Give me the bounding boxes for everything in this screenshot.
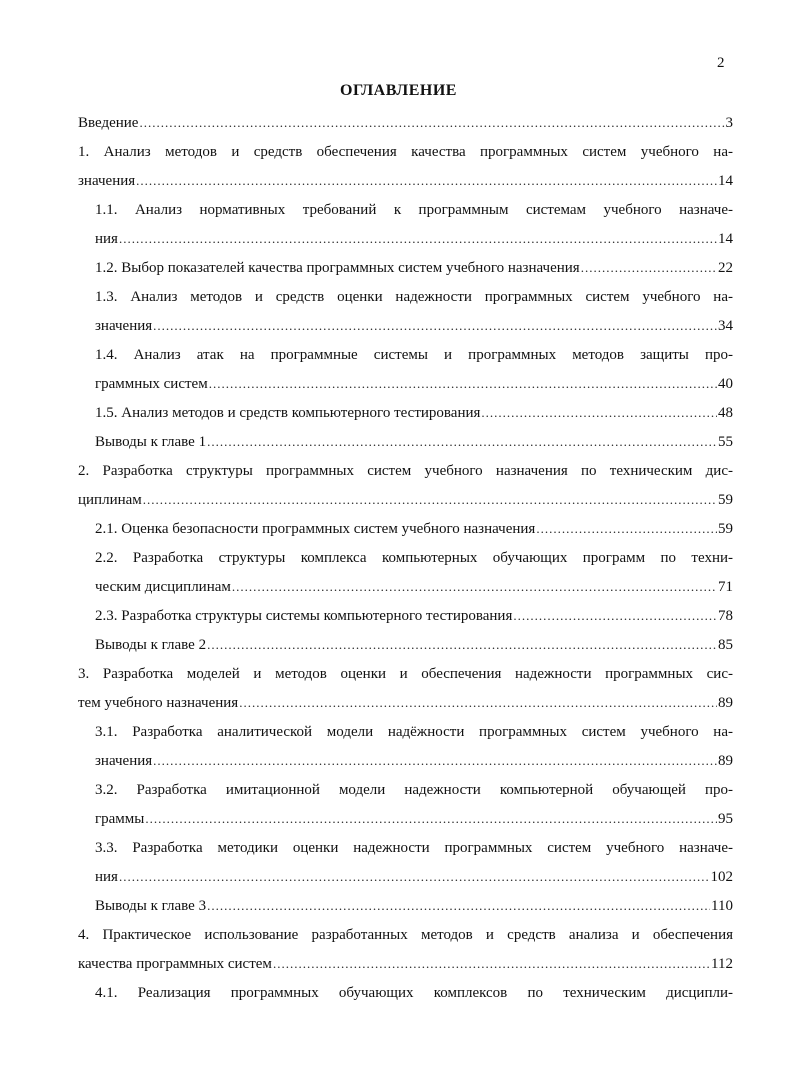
toc-entry-text: значения <box>95 318 153 334</box>
toc-entry: 1. Анализ методов и средств обеспечения качества программных систем учебного на- <box>78 144 733 160</box>
toc-entry: 4. Практическое использование разработанных методов и средств анализа и обеспечения <box>78 927 733 943</box>
dot-leader <box>513 603 717 629</box>
dot-leader <box>581 255 717 281</box>
toc-entry: 1.1. Анализ нормативных требований к программным системам учебного назначе- <box>95 202 733 218</box>
toc-entry-page: 85 <box>718 637 733 653</box>
toc-entry <box>95 313 733 339</box>
toc-entry <box>95 603 733 629</box>
toc-entry <box>95 226 733 252</box>
toc-entry <box>95 516 733 542</box>
dot-leader <box>232 574 717 600</box>
toc-entry <box>78 951 733 977</box>
toc-entry-page: 22 <box>718 260 733 276</box>
toc-entry: 3.2. Разработка имитационной модели надежности компьютерной обучающей про- <box>95 782 733 798</box>
toc-entry-text: 1.5. Анализ методов и средств компьютерного тестирования <box>95 405 481 421</box>
toc-entry <box>95 893 733 919</box>
toc-entry: 1.3. Анализ методов и средств оценки надежности программных систем учебного на- <box>95 289 733 305</box>
toc-entry-page: 14 <box>718 173 733 189</box>
toc-entry <box>78 168 733 194</box>
toc-entry <box>95 574 733 600</box>
toc-entry-page: 89 <box>718 753 733 769</box>
dot-leader <box>143 487 717 513</box>
toc-entry <box>95 632 733 658</box>
toc-entry <box>95 255 733 281</box>
toc-entry-text: ния <box>95 869 118 885</box>
dot-leader <box>536 516 717 542</box>
dot-leader <box>145 806 717 832</box>
toc-entry <box>95 429 733 455</box>
toc-entry-page: 95 <box>718 811 733 827</box>
toc-entry-text: Выводы к главе 3 <box>95 898 207 914</box>
toc-entry-page: 48 <box>718 405 733 421</box>
toc-entry-page: 102 <box>710 869 733 885</box>
dot-leader <box>153 313 717 339</box>
toc-entry-page: 59 <box>718 492 733 508</box>
toc-entry-page: 89 <box>718 695 733 711</box>
dot-leader <box>209 371 717 397</box>
toc-entry <box>78 690 733 716</box>
toc-entry-text: Выводы к главе 2 <box>95 637 207 653</box>
toc-entry-text: граммных систем <box>95 376 208 392</box>
toc-entry: 3.1. Разработка аналитической модели надёжности программных систем учебного на- <box>95 724 733 740</box>
toc-entry-text: ния <box>95 231 118 247</box>
toc-entry-text: Выводы к главе 1 <box>95 434 207 450</box>
toc-entry: 4.1. Реализация программных обучающих комплексов по техническим дисципли- <box>95 985 733 1001</box>
dot-leader <box>239 690 717 716</box>
toc-entry-page: 34 <box>718 318 733 334</box>
toc-entry-text: Введение <box>78 115 139 131</box>
toc-entry-text: ческим дисциплинам <box>95 579 231 595</box>
toc-entry-text: циплинам <box>78 492 142 508</box>
toc-entry: 1.4. Анализ атак на программные системы и программных методов защиты про- <box>95 347 733 363</box>
dot-leader <box>481 400 717 426</box>
toc-entry-text: значения <box>78 173 136 189</box>
toc-entry <box>95 806 733 832</box>
toc-entry: 3. Разработка моделей и методов оценки и обеспечения надежности программных сис- <box>78 666 733 682</box>
page-number: 2 <box>717 55 725 71</box>
toc-entry-text: 1.2. Выбор показателей качества программных систем учебного назначения <box>95 260 580 276</box>
toc-title: ОГЛАВЛЕНИЕ <box>340 82 457 99</box>
dot-leader <box>207 632 717 658</box>
toc-entry-page: 40 <box>718 376 733 392</box>
dot-leader <box>153 748 717 774</box>
toc-entry: 2.2. Разработка структуры комплекса компьютерных обучающих программ по техни- <box>95 550 733 566</box>
toc-entry-page: 71 <box>718 579 733 595</box>
toc-entry-text: качества программных систем <box>78 956 272 972</box>
dot-leader <box>119 226 717 252</box>
dot-leader <box>119 864 710 890</box>
dot-leader <box>207 429 717 455</box>
toc-entry <box>95 864 733 890</box>
dot-leader <box>273 951 710 977</box>
toc-entry-page: 110 <box>711 898 733 914</box>
toc-entry: 3.3. Разработка методики оценки надежности программных систем учебного назначе- <box>95 840 733 856</box>
toc-entry-text: 2.3. Разработка структуры системы компьютерного тестирования <box>95 608 513 624</box>
toc-entry-page: 3 <box>725 115 733 131</box>
toc-entry <box>95 400 733 426</box>
toc-entry-page: 55 <box>718 434 733 450</box>
dot-leader <box>207 893 710 919</box>
toc-entry-page: 78 <box>718 608 733 624</box>
toc-entry-text: 2.1. Оценка безопасности программных систем учебного назначения <box>95 521 536 537</box>
toc-entry-page: 112 <box>711 956 733 972</box>
toc-entry <box>95 371 733 397</box>
toc-entry-page: 59 <box>718 521 733 537</box>
toc-entry-page: 14 <box>718 231 733 247</box>
toc-entry-text: тем учебного назначения <box>78 695 239 711</box>
dot-leader <box>136 168 717 194</box>
toc-entry-text: значения <box>95 753 153 769</box>
toc-entry: 2. Разработка структуры программных систем учебного назначения по техническим дис- <box>78 463 733 479</box>
toc-entry <box>78 487 733 513</box>
toc-entry <box>78 110 733 136</box>
toc-entry-text: граммы <box>95 811 145 827</box>
dot-leader <box>139 110 724 136</box>
toc-entry <box>95 748 733 774</box>
